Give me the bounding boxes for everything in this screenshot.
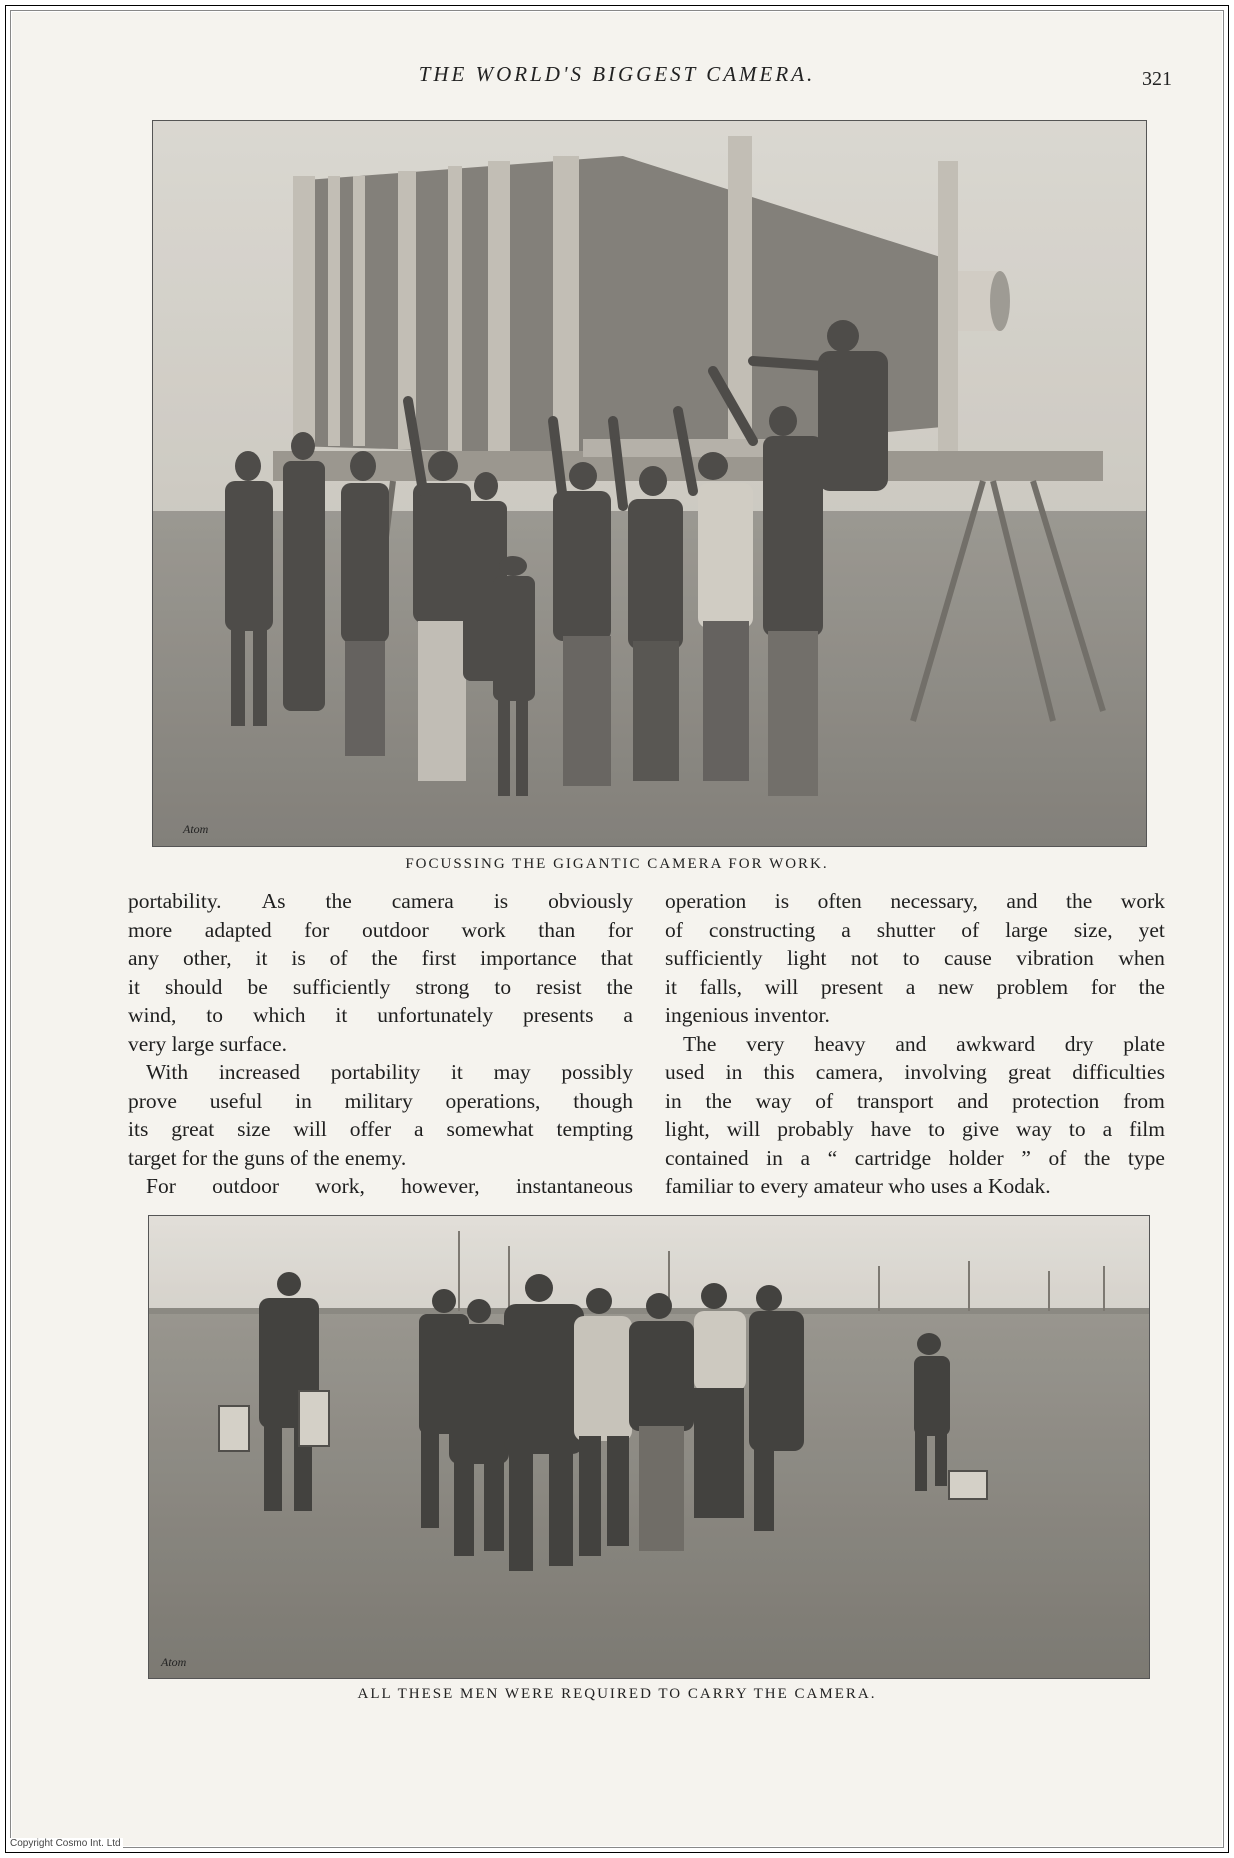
text-line: portability. As the camera is obviously: [128, 889, 633, 913]
figure-photo-men-carrying: [148, 1215, 1150, 1679]
text-line: used in this camera, involving great difficulties: [665, 1060, 1165, 1084]
text-line: prove useful in military operations, though: [128, 1088, 633, 1113]
text-line: sufficiently light not to cause vibration when: [665, 946, 1165, 970]
text-line: With increased portability it may possibly: [146, 1060, 633, 1084]
text-column-left: [128, 887, 633, 1201]
text-line: any other, it is of the first importance that: [128, 946, 633, 970]
page-number: 321: [1142, 68, 1172, 90]
text-line: ingenious inventor.: [665, 1003, 830, 1027]
text-line: wind, to which it unfortunately presents a: [128, 1003, 633, 1027]
text-line: operation is often necessary, and the work: [665, 889, 1165, 913]
running-head: THE WORLD'S BIGGEST CAMERA.: [418, 62, 816, 86]
photo1-signature: Atom: [183, 822, 209, 836]
text-line: contained in a “ cartridge holder ” of the type: [665, 1145, 1165, 1170]
text-line: more adapted for outdoor work than for: [128, 917, 633, 942]
text-line: very large surface.: [128, 1031, 287, 1056]
photo-camera-focussing-image: [153, 121, 1146, 846]
text-column-right: [665, 887, 1165, 1201]
text-line: it falls, will present a new problem for the: [665, 974, 1165, 999]
text-line: of constructing a shutter of large size, yet: [665, 917, 1165, 942]
copyright-notice: Copyright Cosmo Int. Ltd: [10, 1838, 121, 1849]
photo-men-carrying-image: [149, 1216, 1149, 1678]
text-line: For outdoor work, however, instantaneous: [146, 1174, 633, 1198]
figure-caption-1: FOCUSSING THE GIGANTIC CAMERA FOR WORK.: [405, 856, 829, 872]
text-line: target for the guns of the enemy.: [128, 1145, 407, 1170]
text-line: its great size will offer a somewhat tempting: [128, 1117, 633, 1141]
text-line: familiar to every amateur who uses a Kodak.: [665, 1174, 1051, 1198]
text-line: light, will probably have to give way to a film: [665, 1117, 1165, 1141]
figure-photo-camera-focussing: [152, 120, 1147, 847]
figure-caption-2: ALL THESE MEN WERE REQUIRED TO CARRY THE CAMERA.: [357, 1686, 877, 1702]
text-line: in the way of transport and protection from: [665, 1088, 1165, 1113]
text-line: it should be sufficiently strong to resist the: [128, 974, 633, 999]
photo2-signature: Atom: [161, 1655, 187, 1669]
text-line: The very heavy and awkward dry plate: [683, 1031, 1165, 1056]
